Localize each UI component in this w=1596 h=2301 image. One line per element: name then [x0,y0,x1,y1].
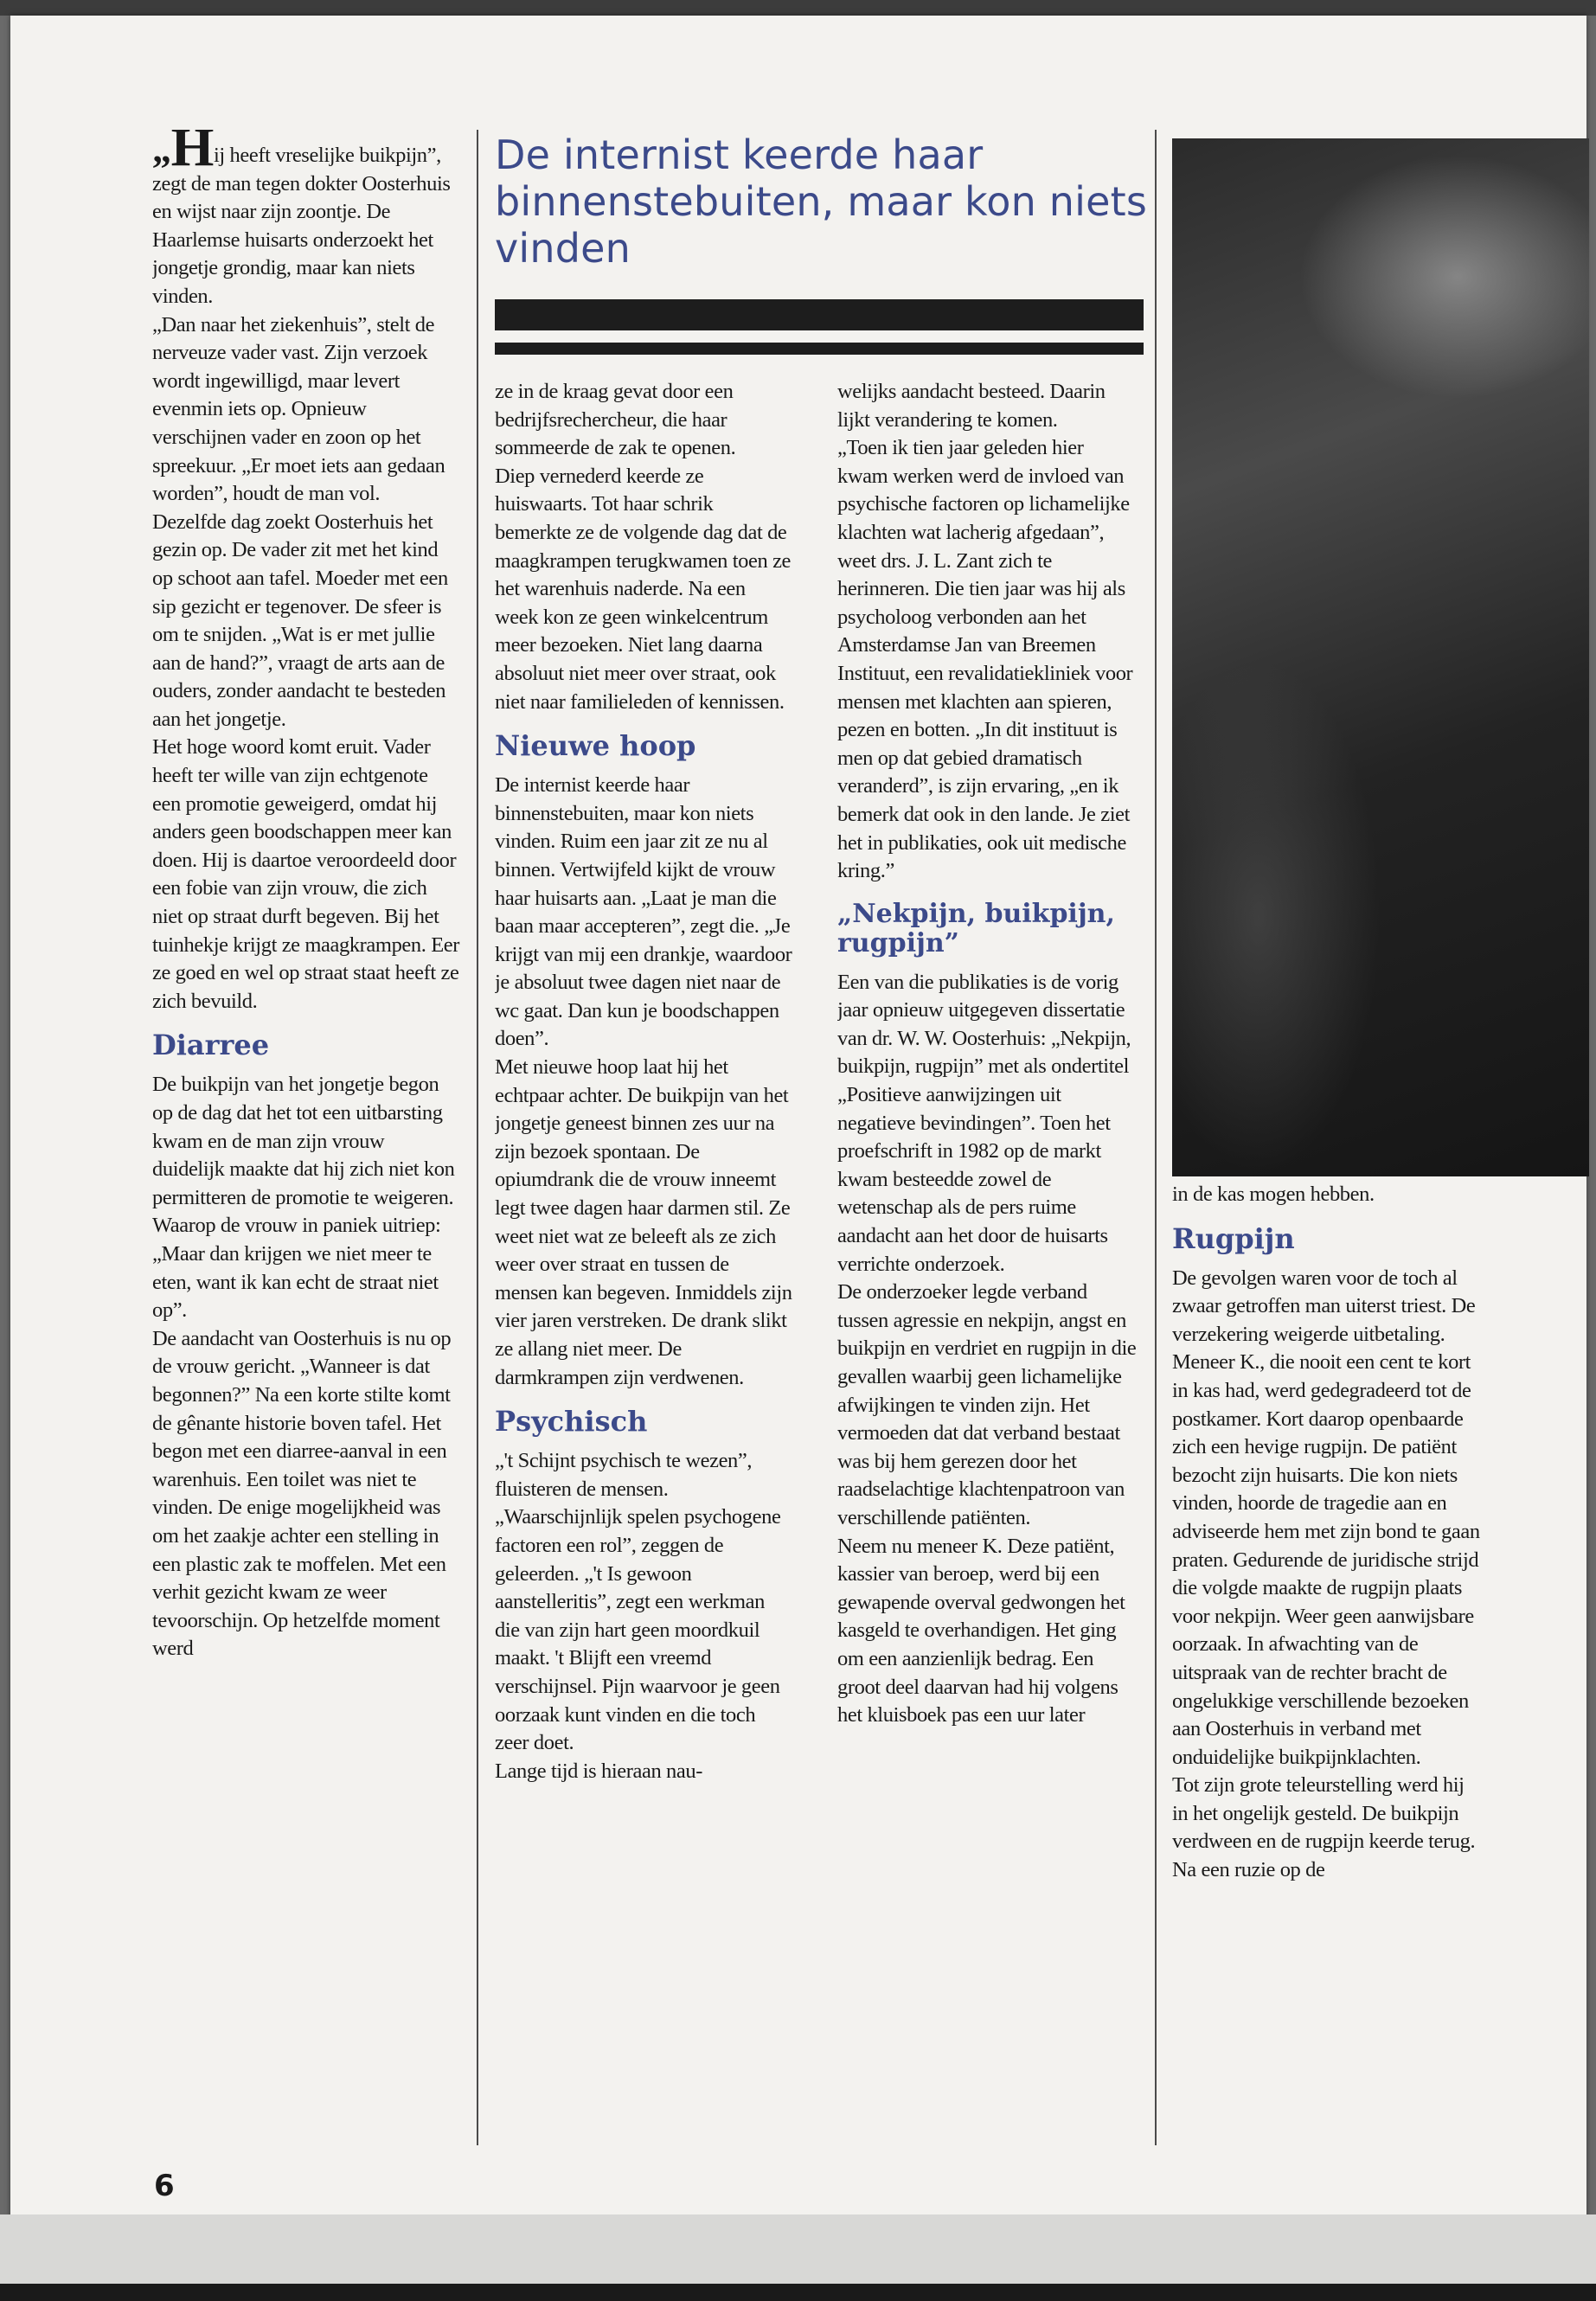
paragraph: welijks aandacht besteed. Daarin lijkt verandering te komen. [837,380,1106,432]
article-headline: De internist keerde haar binnenstebuiten, maar kon niets vinden [495,131,1147,272]
article-column-2 [495,378,793,2143]
paragraph: Neem nu meneer K. Deze patiënt, kassier van beroep, werd bij een gewapende overval gedwongen het kasgeld te overhandigen. Het ging om een aanzienlijk bedrag. Een groot deel daarvan had hij volgens het kluisboek pas een uur later [837,1534,1125,1727]
paragraph: „Dan naar het ziekenhuis”, stelt de nerveuze vader vast. Zijn verzoek wordt ingewilligd, maar levert evenmin iets op. Opnieuw verschijnen vader en zoon op het spreekuur. „Er moet iets aan gedaan worden”, houdt de man vol. [152,312,445,506]
paragraph: ze in de kraag gevat door een bedrijfsrechercheur, die haar sommeerde de zak te openen. [495,380,736,460]
lead-paragraph: „Hij heeft vreselijke buikpijn”, zegt de man tegen dokter Oosterhuis en wijst naar zijn zoontje. De Haarlemse huisarts onderzoekt het jongetje grondig, maar kan niets vinden. [152,130,460,311]
paragraph: Diep vernederd keerde ze huiswaarts. Tot haar schrik bemerkte ze de volgende dag dat de maagkrampen terugkwamen toen ze het warenhuis naderde. Na een week kon ze geen winkelcentrum meer bezoeken. Niet lang daarna absoluut niet meer over straat, ook niet naar familieleden of kennissen. [495,464,792,714]
paragraph: Het hoge woord komt eruit. Vader heeft ter wille van zijn echtgenote een promotie geweigerd, omdat hij anders geen boodschappen meer kan doen. Hij is daartoe veroordeeld door een fobie van zijn vrouw, die zich niet op straat durft begeven. Bij het tuinhekje krijgt ze maagkrampen. Eer ze goed en wel op straat staat heeft ze zich bevuild. [152,735,459,1013]
paragraph: Met nieuwe hoop laat hij het echtpaar achter. De buikpijn van het jongetje geneest binnen zes uur na zijn bezoek spontaan. De opiumdrank die de vrouw inneemt legt twee dagen haar darmen stil. Ze weet niet wat ze beleeft als ze zich weer over straat en tussen de mensen kan begeven. Inmiddels zijn vier jaren verstreken. De drank slikt ze allang niet meer. De darmkrampen zijn verdwenen. [495,1055,792,1389]
paragraph: De buikpijn van het jongetje begon op de dag dat het tot een uitbarsting kwam en de man zijn vrouw duidelijk maakte dat hij zich niet kon permitteren de promotie te weigeren. [152,1073,455,1209]
paragraph: Een van die publikaties is de vorig jaar opnieuw uitgegeven dissertatie van dr. W. W. Oosterhuis: „Nekpijn, buikpijn, rugpijn” met als ondertitel „Positieve aanwijzingen uit negatieve bevindingen”. Toen het proefschrift in 1982 op de markt kwam besteedde zowel de wetenschap als de pers ruime aandacht aan het door de huisarts verrichte onderzoek. [837,970,1131,1276]
paragraph: Tot zijn grote teleurstelling werd hij in het ongelijk gesteld. De buikpijn verdween en de rugpijn keerde terug. Na een ruzie op de [1172,1773,1476,1882]
dropcap-letter: H [170,130,214,177]
paragraph: De aandacht van Oosterhuis is nu op de vrouw gericht. „Wanneer is dat begonnen?” Na een korte stilte komt de gênante historie boven tafel. Het begon met een diarree-aanval in een warenhuis. Een toilet was niet te vinden. De enige mogelijkheid was om het zaakje achter een stelling in een plastic zak te moffelen. Met een verhit gezicht kwam ze weer tevoorschijn. Op hetzelfde moment werd [152,1326,452,1661]
subheading-psychisch: Psychisch [495,1405,648,1439]
subheading-nekpijn: „Nekpijn, buikpijn, rugpijn” [837,898,1115,958]
article-column-1 [152,130,460,2145]
headline-bar-thin [495,343,1144,355]
paragraph: De internist keerde haar binnenstebuiten, maar kon niets vinden. Ruim een jaar zit ze nu al binnen. Vertwijfeld kijkt de vrouw haar huisarts aan. „Laat je man die baan maar accepteren”, zegt die. „Je krijgt van mij een drankje, waardoor je absoluut twee dagen niet naar de wc gaat. Dan kun je boodschappen doen”. [495,773,792,1051]
paragraph: Waarop de vrouw in paniek uitriep: „Maar dan krijgen we niet meer te eten, want ik kan echt de straat niet op”. [152,1214,441,1323]
paragraph: Dezelfde dag zoekt Oosterhuis het gezin op. De vader zit met het kind op schoot aan tafel. Moeder met een sip gezicht er tegenover. De sfeer is om te snijden. „Wat is er met jullie aan de hand?”, vraagt de arts aan de ouders, zonder aandacht te besteden aan het jongetje. [152,510,448,731]
subheading-diarree: Diarree [152,1029,270,1062]
headline-bar-thick [495,299,1144,330]
subheading-rugpijn: Rugpijn [1172,1221,1295,1255]
article-photo [1172,138,1589,1176]
scan-top-edge [0,0,1596,16]
paragraph: De onderzoeker legde verband tussen agressie en nekpijn, angst en buikpijn en verdriet en rugpijn in die gevallen waarbij geen lichamelijke afwijkingen te vinden zijn. Het vermoeden dat dat verband bestaat was bij hem gerezen door het raadselachtige klachtenpatroon van verschillende patiënten. [837,1280,1137,1529]
paragraph: „'t Schijnt psychisch te wezen”, fluisteren de mensen. „Waarschijnlijk spelen psychogene factoren een rol”, zeggen de geleerden. „'t Is gewoon aanstelleritis”, zegt een werkman die van zijn hart geen moordkuil maakt. 't Blijft een vreemd verschijnsel. Pijn waarvoor je geen oorzaak kunt vinden en die toch zeer doet. [495,1449,781,1755]
article-column-4 [1172,1181,1482,2150]
subheading-nieuwe-hoop: Nieuwe hoop [495,729,696,763]
page-number: 6 [154,2169,175,2203]
paragraph: „Toen ik tien jaar geleden hier kwam werken werd de invloed van psychische factoren op lichamelijke klachten wat lacherig afgedaan”, weet drs. J. L. Zant zich te herinneren. Die tien jaar was hij als psycholoog verbonden aan het Amsterdamse Jan van Breemen Instituut, een revalidatiekliniek voor mensen met klachten aan spieren, pezen en botten. „In dit instituut is men op dat gebied dramatisch veranderd”, is zijn ervaring, „en ik bemerk dat ook in den lande. Je ziet het in publikaties, ook uit medische kring.” [837,436,1133,883]
paragraph: De gevolgen waren voor de toch al zwaar getroffen man uiterst triest. De verzekering weigerde uitbetaling. Meneer K., die nooit een cent te kort in kas had, werd gedegradeerd tot de postkamer. Kort daarop openbaarde zich een hevige rugpijn. De patiënt bezocht zijn huisarts. Die kon niets vinden, hoorde de tragedie aan en adviseerde hem met zijn bond te gaan praten. Gedurende de juridische strijd die volgde maakte de rugpijn plaats voor nekpijn. Weer geen aanwijsbare oorzaak. In afwachting van de uitspraak van de rechter bracht de ongelukkige verschillende bezoeken aan Oosterhuis in verband met onduidelijke buikpijnklachten. [1172,1266,1480,1769]
scan-bottom-edge [0,2284,1596,2301]
paragraph: Lange tijd is hieraan nau- [495,1759,702,1783]
article-column-3 [837,378,1137,2143]
column-rule-1 [477,130,478,2145]
column-rule-2 [1155,130,1157,2145]
photo-caption: in de kas mogen hebben. [1172,1183,1375,1206]
